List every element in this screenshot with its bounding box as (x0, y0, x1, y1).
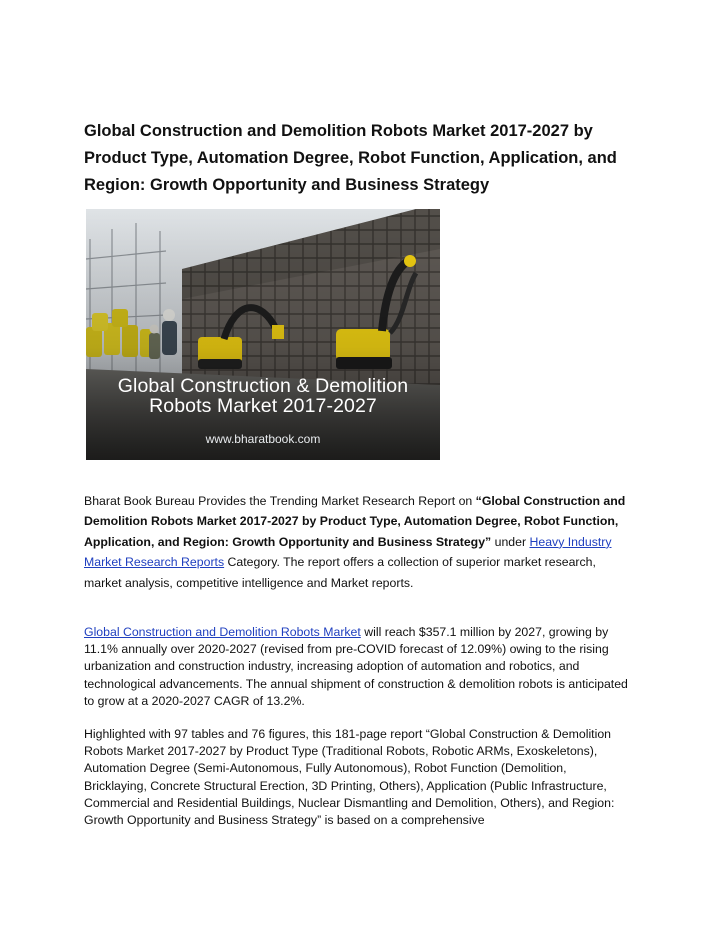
hero-caption-line2: Robots Market 2017-2027 (149, 395, 377, 417)
category-link[interactable]: Heavy Industry Market Research Reports (84, 534, 612, 570)
under-text: under (491, 534, 530, 549)
market-link[interactable]: Global Construction and Demolition Robots Market (84, 625, 361, 639)
hero-url: www.bharatbook.com (205, 432, 321, 446)
intro-rest-text: Category. The report offers a collection of superior market research, market analysis, competitive intelligence and Market reports. (84, 555, 596, 590)
intro-text: Bharat Book Bureau Provides the Trending Market Research Report on (84, 494, 476, 508)
hero-caption-line1: Global Construction & Demolition (117, 375, 409, 397)
highlights-text: Highlighted with 97 tables and 76 figures, this 181-page report “Global Construction & Demolition Robots Market 2017-2027 by Product Type (Traditional Robots, Robotic ARMs, Exoskeletons), Automation Degree (Semi-Autonomous, Fully Autonomous), Robot Function (Demolition, Bricklaying, Concrete Structural Erection, 3D Printing, Others), Application (Public Infrastructure, Commercial and Residential Buildings, Nuclear Dismantling and Demolition, Others), and Region: Growth Opportunity and Business Strategy” is based on a comprehensive (84, 727, 615, 828)
market-text: will reach $357.1 million by 2027, growing by 11.1% annually over 2020-2027 (revised from pre-COVID forecast of 12.09%) owing to the rising urbanization and construction industry, increasing adoption of automation and robotics, and technological advancements. The annual shipment of construction & demolition robots is anticipated to grow at a 2020-2027 CAGR of 13.2%. (84, 625, 628, 708)
highlights-paragraph (84, 726, 632, 829)
construction-robots-photo (86, 209, 440, 460)
intro-paragraph (84, 491, 632, 593)
hero-caption (86, 376, 440, 416)
document-title: Global Construction and Demolition Robots Market 2017-2027 by Product Type, Automation Degree, Robot Function, Application, and Region: Growth Opportunity and Business Strategy (84, 122, 617, 194)
market-paragraph (84, 624, 632, 710)
hero-image (86, 209, 440, 460)
report-name: “Global Construction and Demolition Robots Market 2017-2027 by Product Type, Automation Degree, Robot Function, Application, and Region: Growth Opportunity and Business Strategy” (84, 494, 626, 549)
